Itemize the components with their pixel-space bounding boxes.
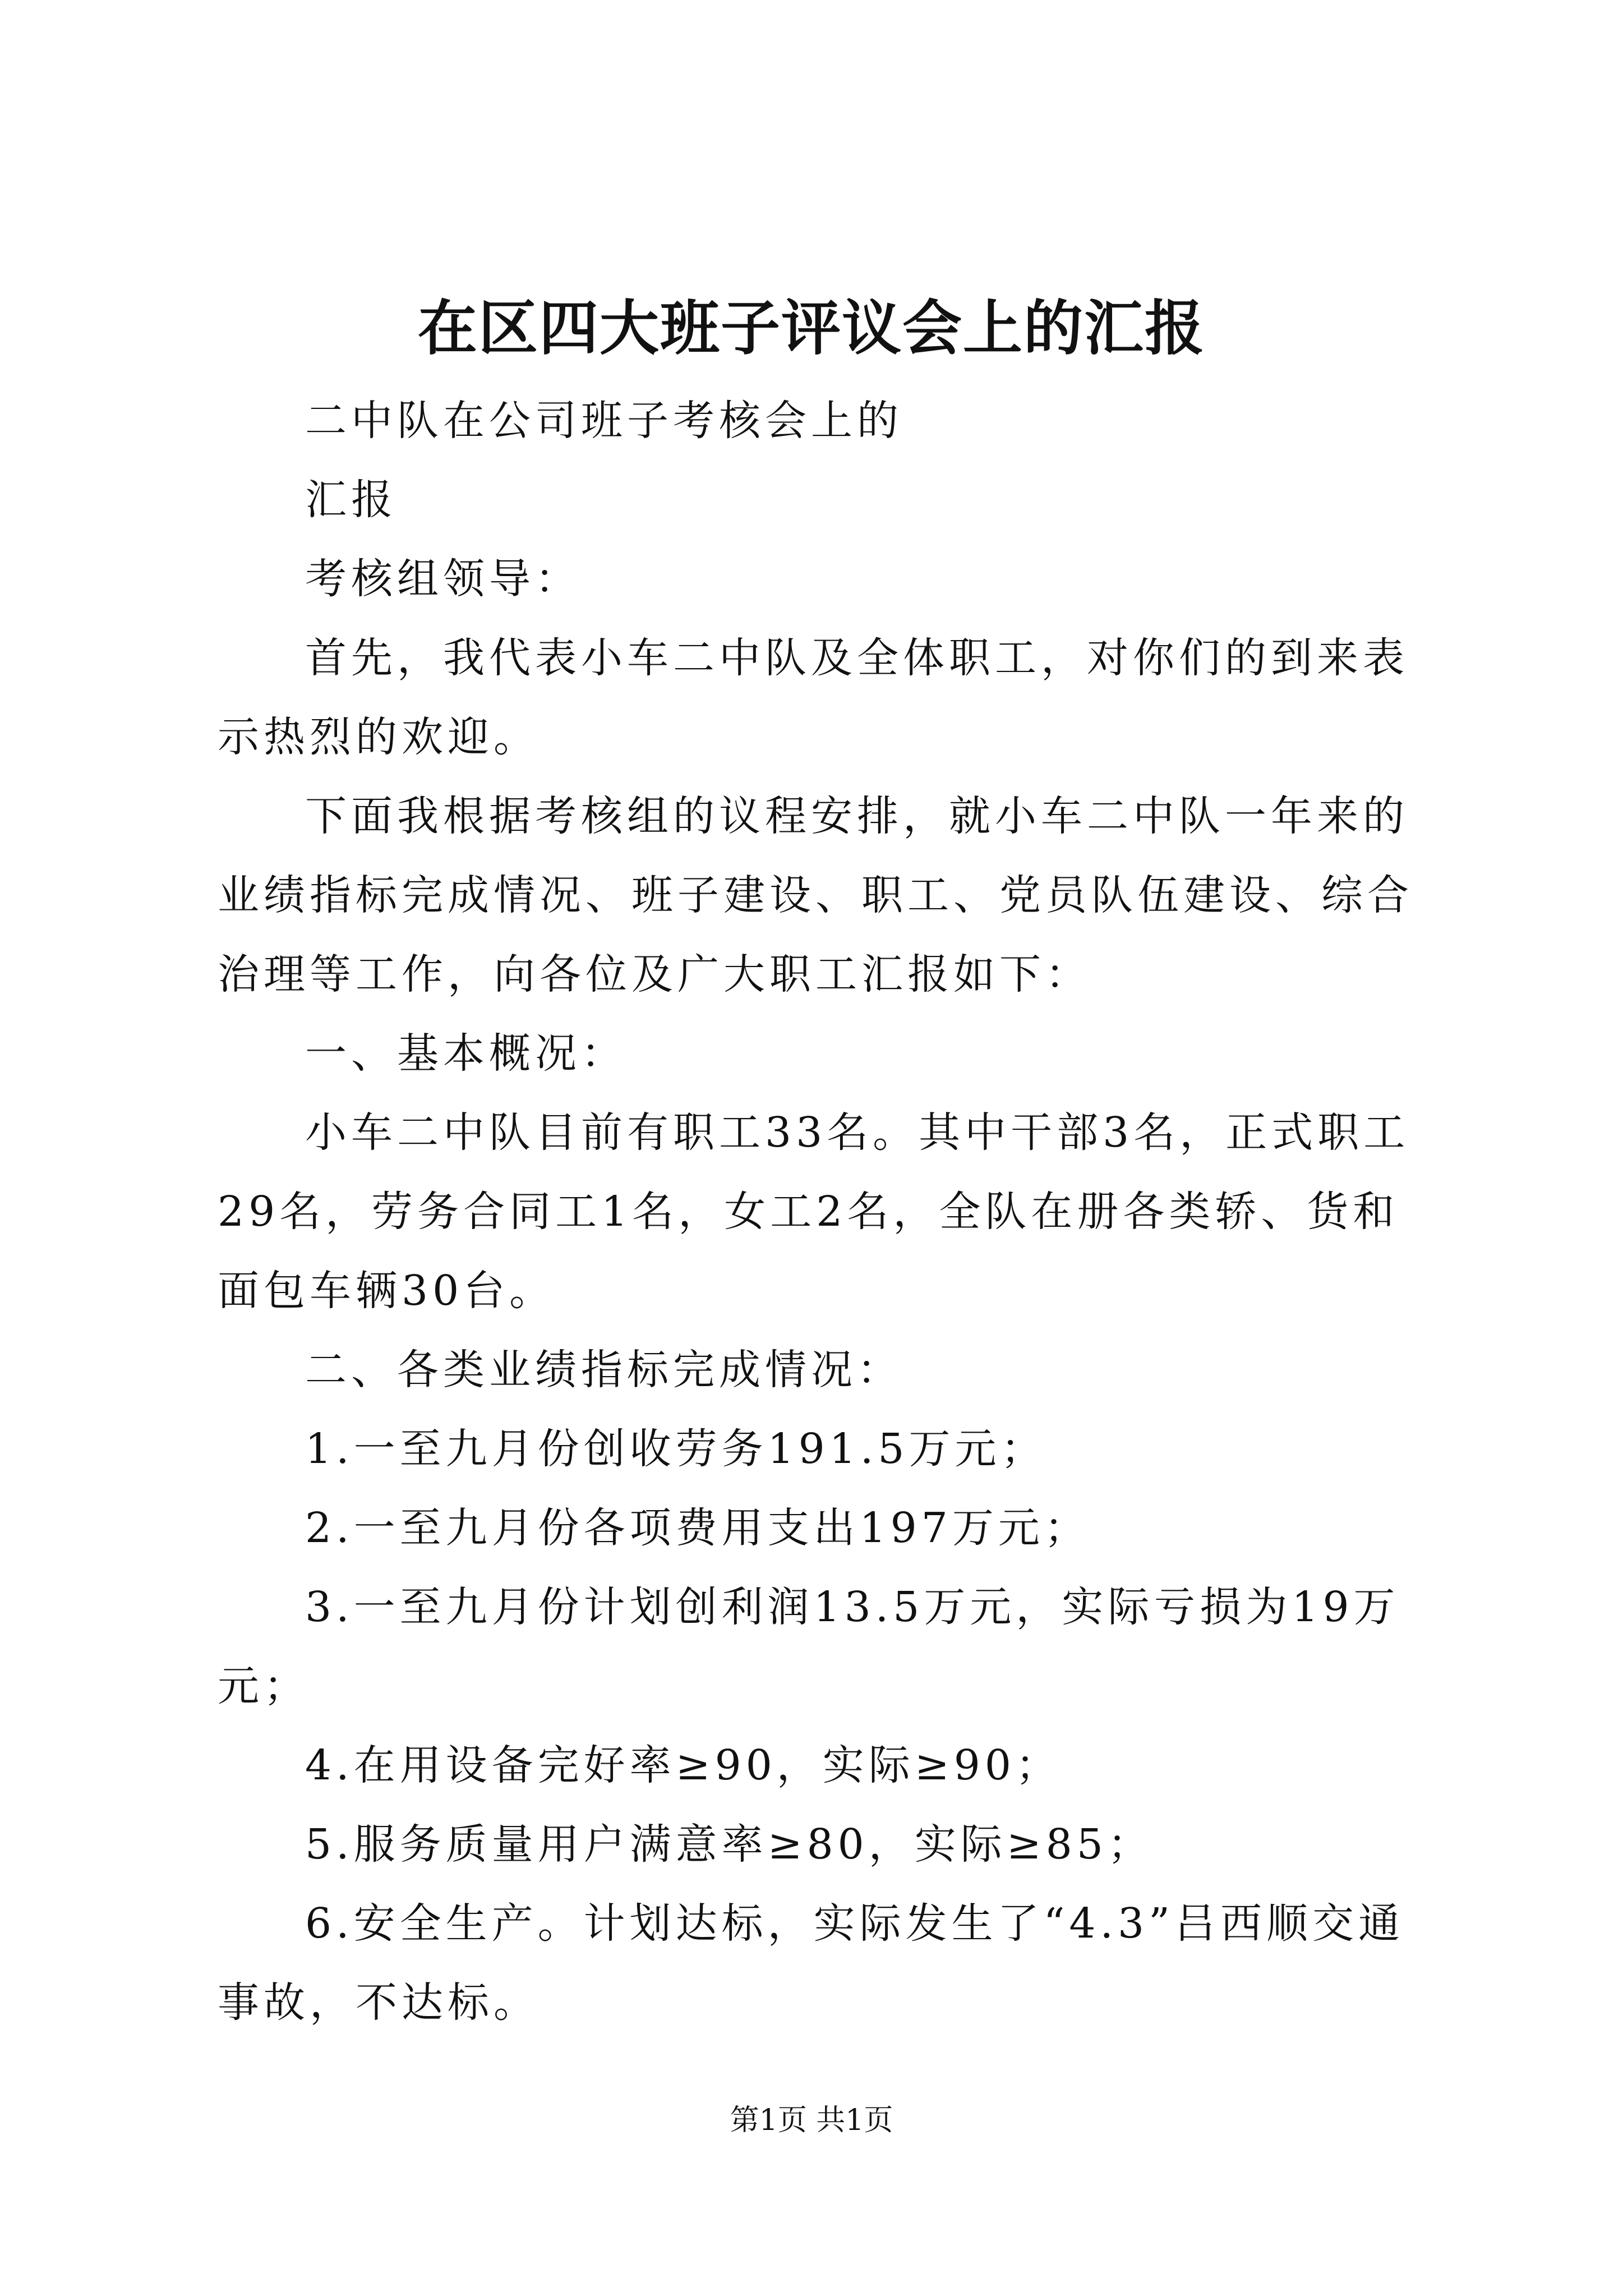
- list-item-revenue: 1.一至九月份创收劳务191.5万元；: [305, 1425, 1047, 1473]
- list-item-service-quality: 5.服务质量用户满意率≥80，实际≥85；: [305, 1820, 1154, 1869]
- page-number-footer: 第1页 共1页: [730, 2104, 893, 2137]
- paragraph-salutation: 考核组领导：: [305, 555, 581, 603]
- paragraph-welcome: 首先，我代表小车二中队及全体职工，对你们的到来表示热烈的欢迎。: [218, 634, 1409, 761]
- paragraph-overview: 小车二中队目前有职工33名。其中干部3名，正式职工29名，劳务合同工1名，女工2名，全队在册各类轿、货和面包车辆30台。: [218, 1108, 1410, 1315]
- paragraph-intro: 下面我根据考核组的议程安排，就小车二中队一年来的业绩指标完成情况、班子建设、职工、党员队伍建设、综合治理等工作，向各位及广大职工汇报如下：: [218, 792, 1413, 999]
- section-heading-indicators: 二、各类业绩指标完成情况：: [305, 1346, 903, 1394]
- section-heading-overview: 一、基本概况：: [305, 1029, 627, 1078]
- paragraph-subtitle-line-1: 二中队在公司班子考核会上的: [305, 397, 903, 445]
- document-body: [218, 381, 1440, 2042]
- list-item-profit: 3.一至九月份计划创利润13.5万元，实际亏损为19万元；: [218, 1583, 1400, 1710]
- list-item-safety: 6.安全生产。计划达标，实际发生了“4.3”吕西顺交通事故，不达标。: [218, 1899, 1404, 2027]
- paragraph-subtitle-line-2: 汇报: [305, 476, 397, 524]
- document-title: 在区四大班子评议会上的汇报: [418, 293, 1205, 363]
- list-item-expenses: 2.一至九月份各项费用支出197万元；: [305, 1504, 1090, 1552]
- list-item-equipment: 4.在用设备完好率≥90，实际≥90；: [305, 1741, 1062, 1789]
